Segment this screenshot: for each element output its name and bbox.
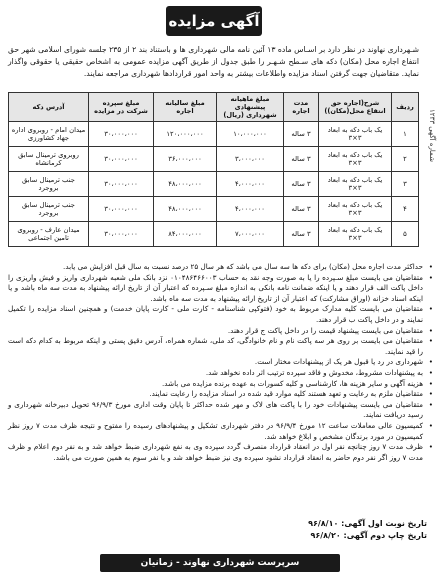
second-publication-date: تاریخ چاپ دوم آگهی: ۹۶/۸/۲۰ (310, 531, 427, 540)
bullet-icon: • (428, 442, 433, 452)
condition-item: • متقاضیان ملزم به رعایت و تعهد هستند کلیه موارد قید شده در اسناد مزایده را رعایت نمایند. (149, 389, 433, 399)
cell-yearly: ۱۲۰،۰۰۰،۰۰۰ (154, 122, 217, 147)
intro-paragraph: شـهرداری نهاوند در نظر دارد بر اسـاس ماده ۱۳ آئین نامه مالی شهرداری ها و باستناد بند ۲ از ۲۳۵ جلسه شورای اسلامی شهر حق انتفاع اجاره محل (مکان) دکه های سـطح شـهـر را طبق جدول از طریق آگهی مزایده عمومی به اشخاص حقیقی یا حقوقی واگذار نماید. متقاضیان جهت گرفتن اسناد مزایده واطلاعات بیشتر به واحد امور قراردادها شهرداری مراجعه نمایند. (8, 45, 419, 78)
page-title: آگهی مزایده (166, 6, 262, 36)
bullet-icon: • (428, 399, 433, 409)
bullet-icon: • (428, 357, 433, 367)
col-header-description: شرح(اجاره حق انتفاع محل(مکان)) (319, 93, 392, 122)
cell-term: ۳ ساله (284, 172, 319, 197)
signature-footer: سرپرست شهرداری نهاوند - زمانیان (100, 554, 340, 572)
cell-address: میدان عارف - روبروی تامین اجتماعی (9, 222, 89, 247)
col-header-deposit: مبلغ سپرده شرکت در مزایده (89, 93, 154, 122)
cell-monthly: ۳،۰۰۰،۰۰۰ (217, 147, 284, 172)
cell-description: یک باب دکه به ابعاد ۳×۳ (319, 172, 392, 197)
first-publication-date: تاریخ نوبت اول آگهی: ۹۶/۸/۱۰ (308, 519, 427, 528)
bullet-icon: • (428, 420, 433, 430)
publication-dates (308, 518, 427, 542)
col-header-yearly: مبلغ سالیانه اجاره (154, 93, 217, 122)
cell-monthly: ۱۰،۰۰۰،۰۰۰ (217, 122, 284, 147)
conditions-list (8, 262, 433, 463)
condition-item: • متقاضیان می بایست بر روی هر سه پاکت نام و نام خانوادگی، کد ملی، شماره همراه، آدرس دقیق پستی و اینکه مربوط به کدام دکه است را قید نمایند. (8, 336, 433, 356)
cell-term: ۳ ساله (284, 147, 319, 172)
cell-deposit: ۳۰،۰۰۰،۰۰۰ (89, 197, 154, 222)
cell-monthly: ۷،۰۰۰،۰۰۰ (217, 222, 284, 247)
bullet-icon: • (428, 389, 433, 399)
bullet-icon: • (428, 325, 433, 335)
cell-term: ۳ ساله (284, 222, 319, 247)
cell-deposit: ۳۰،۰۰۰،۰۰۰ (89, 222, 154, 247)
cell-yearly: ۸۴،۰۰۰،۰۰۰ (154, 222, 217, 247)
condition-item: • متقاضیان می بایست پیشنهاد قیمت را در داخل پاکت ج قرار دهند. (227, 325, 433, 335)
cell-address: جنب ترمینال سابق بروجرد (9, 172, 89, 197)
condition-item: • حداکثر مدت اجاره محل (مکان) برای دکه ها سه سال می باشد که هر سال ۲۵ درصد نسبت به سال قبل افزایش می یابد. (63, 262, 433, 271)
table-row (9, 197, 419, 222)
col-header-term: مدت اجاره (284, 93, 319, 122)
cell-address: میدان امام - روبروی اداره جهاد کشاورزی (9, 122, 89, 147)
cell-row-num: ۵ (392, 222, 419, 247)
cell-row-num: ۲ (392, 147, 419, 172)
col-header-monthly: مبلغ ماهیانه پیشنهادی شهرداری (ریال) (217, 93, 284, 122)
cell-yearly: ۳۶،۰۰۰،۰۰۰ (154, 147, 217, 172)
cell-deposit: ۳۰،۰۰۰،۰۰۰ (89, 122, 154, 147)
cell-monthly: ۴،۰۰۰،۰۰۰ (217, 172, 284, 197)
cell-row-num: ۴ (392, 197, 419, 222)
cell-description: یک باب دکه به ابعاد ۳×۳ (319, 147, 392, 172)
cell-row-num: ۱ (392, 122, 419, 147)
cell-description: یک باب دکه به ابعاد ۳×۳ (319, 122, 392, 147)
bullet-icon: • (428, 336, 433, 346)
table-row (9, 222, 419, 247)
cell-address: جنب ترمینال سابق بروجرد (9, 197, 89, 222)
bullet-icon: • (428, 367, 433, 377)
cell-address: روبروی ترمینال سابق کرمانشاه (9, 147, 89, 172)
table-row (9, 122, 419, 147)
table-row (9, 147, 419, 172)
notice-number-label: شماره آگهی ۱۲۳۳ (428, 108, 436, 162)
col-header-row-num: ردیف (392, 93, 419, 122)
auction-table (8, 92, 419, 247)
col-header-address: آدرس دکه (9, 93, 89, 122)
condition-item: • متقاضیان می بایست مبلغ سـپرده را یا به صورت وجه نقد به حساب ۰۱۰۴۸۶۴۶۶۰۰۳ نزد بانک ملی شعبه شهرداری واریز و فیش واریزی را داخل پاکت الف قرار دهند و یا اینکه ضمانت نامه بانکی به اندازه مبلغ سـپرده که اعتبار آن از تاریخ ارائه پیشنهاد به مدت سه ماه باشد و یا اینکه اسناد خزانه (اوراق مشارکت) که اعتبار آن از تاریخ ارائه پیشنهاد به مدت سه ماه باشد. (8, 272, 433, 303)
cell-yearly: ۴۸،۰۰۰،۰۰۰ (154, 197, 217, 222)
table-row (9, 172, 419, 197)
cell-term: ۳ ساله (284, 197, 319, 222)
condition-item: • متقاضیان می بایست پیشنهادات خود را با پاکت های لاک و مهر شده حداکثر تا پایان وقت اداری مورخ ۹۶/۹/۳ تحویل دبیرخانه شهرداری و رسید دریافت نمایند. (8, 399, 433, 420)
cell-monthly: ۴،۰۰۰،۰۰۰ (217, 197, 284, 222)
cell-row-num: ۳ (392, 172, 419, 197)
bullet-icon: • (428, 378, 433, 388)
cell-description: یک باب دکه به ابعاد ۳×۳ (319, 197, 392, 222)
condition-item: • به پیشنهادات مشروط، مخدوش و فاقد سپرده ترتیب اثر داده نخواهد شد. (205, 367, 433, 377)
condition-item: • شهرداری در رد یا قبول هر یک از پیشنهادات مختار است. (254, 357, 433, 367)
bullet-icon: • (428, 304, 433, 314)
condition-item: • هزینه آگهی و سایر هزینه ها، کارشناسی و کلیه کسورات به عهده برنده مزایده می باشد. (161, 378, 433, 388)
bullet-icon: • (428, 262, 433, 271)
cell-description: یک باب دکه به ابعاد ۳×۳ (319, 222, 392, 247)
condition-item: • کمیسیون عالی معاملات ساعت ۱۲ مورخ ۹۶/۹/۴ در دفتر شهرداری تشکیل و پیشنهادهای رسیده را مفتوح و نتیجه ظرف مدت ۷ روز نظر کمیسیون در مورد برندگان مشخص و ابلاغ خواهد شد. (8, 420, 433, 441)
condition-item: • متقاضیان می بایست کلیه مدارک مربوط به خود (فتوکپی شناسنامه - کارت ملی - کارت پایان خدمت) و همچنین اسناد مزایده را تکمیل نمایند و در داخل پاکت ب قرار دهند. (8, 304, 433, 324)
cell-deposit: ۳۰،۰۰۰،۰۰۰ (89, 172, 154, 197)
bullet-icon: • (428, 272, 433, 282)
cell-term: ۳ ساله (284, 122, 319, 147)
cell-yearly: ۴۸،۰۰۰،۰۰۰ (154, 172, 217, 197)
condition-item: • ظرف مدت ۷ روز چنانچه نفر اول در انعقاد قرارداد منصرف گردد سپرده وی به نفع شهرداری ضبط خواهد شد و به نفر دوم اعلام و ظرف مدت ۷ روز اگر نفر دوم حاضر به انعقاد قرارداد نشود سپرده وی نیز ضبط خواهد شد و با نفر سوم به همین صورت می باشد. (8, 442, 433, 462)
cell-deposit: ۳۰،۰۰۰،۰۰۰ (89, 147, 154, 172)
table-header-row (9, 93, 419, 122)
